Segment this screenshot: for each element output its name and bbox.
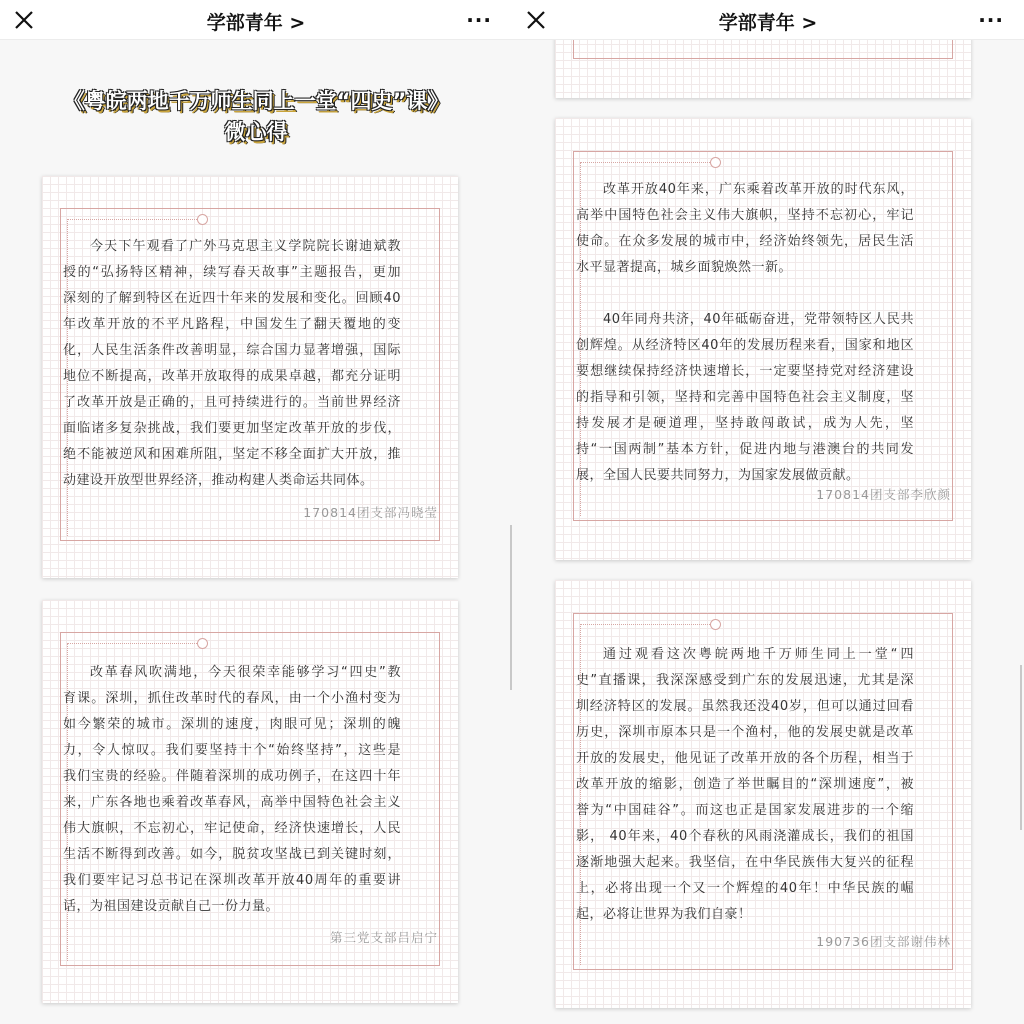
text-line: 誉为“中国硅谷”。而这也正是国家发展进步的一个缩 <box>576 803 914 818</box>
text-line: 要想继续保持经济快速增长，一定要坚持党对经济建设 <box>576 364 914 379</box>
text-line: 通过观看这次粤皖两地千万师生同上一堂“四 <box>603 647 914 662</box>
text-line: 40年同舟共济，40年砥砺奋进，党带领特区人民共 <box>603 312 914 327</box>
text-line: 我们要牢记习总书记在深圳改革开放40周年的重要讲 <box>63 873 401 888</box>
text-line: 绝不能被逆风和困难所阻，坚定不移全面扩大开放，推 <box>63 447 401 462</box>
reflection-card <box>555 580 971 1008</box>
circle-ornament <box>197 214 208 225</box>
text-line: 了改革开放是正确的，且可持续进行的。当前世界经济 <box>63 395 401 410</box>
text-line: 史”直播课，我深深感受到广东的发展迅速，尤其是深 <box>576 673 914 688</box>
text-line: 逐渐地强大起来。我坚信，在中华民族伟大复兴的征程 <box>576 855 914 870</box>
text-line: 持发展才是硬道理，坚持敢闯敢试，成为人先，坚 <box>576 416 914 431</box>
dotted-line <box>580 162 714 163</box>
text-line: 地位不断提高，改革开放取得的成果卓越，都充分证明 <box>63 369 401 384</box>
circle-ornament <box>197 638 208 649</box>
circle-ornament <box>710 157 721 168</box>
text-line: 化，人民生活条件改善明显，综合国力显著增强，国际 <box>63 343 401 358</box>
nav-bar <box>512 0 1024 40</box>
text-line: 动建设开放型世界经济，推动构建人类命运共同体。 <box>63 473 374 488</box>
scrollbar[interactable] <box>1020 665 1022 830</box>
text-line: 深刻的了解到特区在近四十年来的发展和变化。回顾40 <box>63 291 401 306</box>
text-line: 如今繁荣的城市。深圳的速度，肉眼可见；深圳的魄 <box>63 717 401 732</box>
text-line: 我们宝贵的经验。伴随着深圳的成功例子，在这四十年 <box>63 769 401 784</box>
text-line: 圳经济特区的发展。虽然我还没40岁，但可以通过回看 <box>576 699 914 714</box>
reflection-card <box>42 600 458 1003</box>
text-line: 改革开放的缩影，创造了举世瞩目的“深圳速度”，被 <box>576 777 914 792</box>
text-line: 授的“弘扬特区精神，续写春天故事”主题报告，更加 <box>63 265 401 280</box>
author-signature: 190736团支部谢伟林 <box>816 934 951 949</box>
more-icon[interactable]: ··· <box>466 8 492 32</box>
reflection-card <box>555 118 971 560</box>
author-signature: 第三党支部吕启宁 <box>329 930 438 945</box>
text-line: 上，必将出现一个又一个辉煌的40年！中华民族的崛 <box>576 881 914 896</box>
text-line: 开放的发展史，他见证了改革开放的各个历程，相当于 <box>576 751 914 766</box>
text-line: 力，令人惊叹。我们要坚持十个“始终坚持”，这些是 <box>63 743 401 758</box>
nav-bar <box>0 0 512 40</box>
text-line: 起，必将让世界为我们自豪！ <box>576 907 752 922</box>
text-line: 高举中国特色社会主义伟大旗帜，坚持不忘初心，牢记 <box>576 208 914 223</box>
author-signature: 170814团支部冯晓莹 <box>303 505 438 520</box>
article-subheadline: 微心得 <box>224 120 288 144</box>
text-line: 话，为祖国建设贡献自己一份力量。 <box>63 899 280 914</box>
text-line: 改革春风吹满地，今天很荣幸能够学习“四史”教 <box>90 665 401 680</box>
text-line: 创辉煌。从经济特区40年的发展历程来看，国家和地区 <box>576 338 914 353</box>
text-line: 改革开放40年来，广东乘着改革开放的时代东风， <box>603 182 914 197</box>
dotted-line <box>67 643 201 644</box>
account-title[interactable]: 学部青年 > <box>718 12 818 34</box>
text-line: 影， 40年来，40个春秋的风雨浇灌成长，我们的祖国 <box>576 829 914 844</box>
reflection-text <box>63 234 401 494</box>
text-line: 生活不断得到改善。如今，脱贫攻坚战已到关键时刻， <box>63 847 401 862</box>
dotted-line <box>580 624 714 625</box>
text-line: 的指导和引领，坚持和完善中国特色社会主义制度，坚 <box>576 390 914 405</box>
circle-ornament <box>710 619 721 630</box>
text-line: 育课。深圳，抓住改革时代的春风，由一个小渔村变为 <box>63 691 401 706</box>
text-line: 面临诸多复杂挑战，我们要更加坚定改革开放的步伐， <box>63 421 401 436</box>
reflection-text <box>576 642 914 928</box>
dotted-line <box>67 219 201 220</box>
text-line: 水平显著提高，城乡面貌焕然一新。 <box>576 260 793 275</box>
reflection-card <box>42 176 458 578</box>
text-line: 持“一国两制”基本方针，促进内地与港澳台的共同发 <box>576 442 914 457</box>
text-line: 历史，深圳市原本只是一个渔村，他的发展史就是改革 <box>576 725 914 740</box>
reflection-text <box>63 660 401 920</box>
article-headline: 《粤皖两地千万师生同上一堂“四史”课》 <box>63 89 449 113</box>
text-line: 今天下午观看了广外马克思主义学院院长谢迪斌教 <box>90 239 401 254</box>
more-icon[interactable]: ··· <box>978 8 1004 32</box>
text-line: 年改革开放的不平凡路程，中国发生了翻天覆地的变 <box>63 317 401 332</box>
author-signature: 170814团支部李欣颜 <box>816 487 951 502</box>
account-title[interactable]: 学部青年 > <box>206 12 306 34</box>
text-line: 展，全国人民要共同努力，为国家发展做贡献。 <box>576 468 860 483</box>
reflection-text <box>576 177 914 489</box>
text-line: 伟大旗帜，不忘初心，牢记使命，经济快速增长，人民 <box>63 821 401 836</box>
text-line: 使命。在众多发展的城市中，经济始终领先，居民生活 <box>576 234 914 249</box>
text-line: 来，广东各地也乘着改革春风，高举中国特色社会主义 <box>63 795 401 810</box>
right-phone-screen <box>512 0 1024 1024</box>
